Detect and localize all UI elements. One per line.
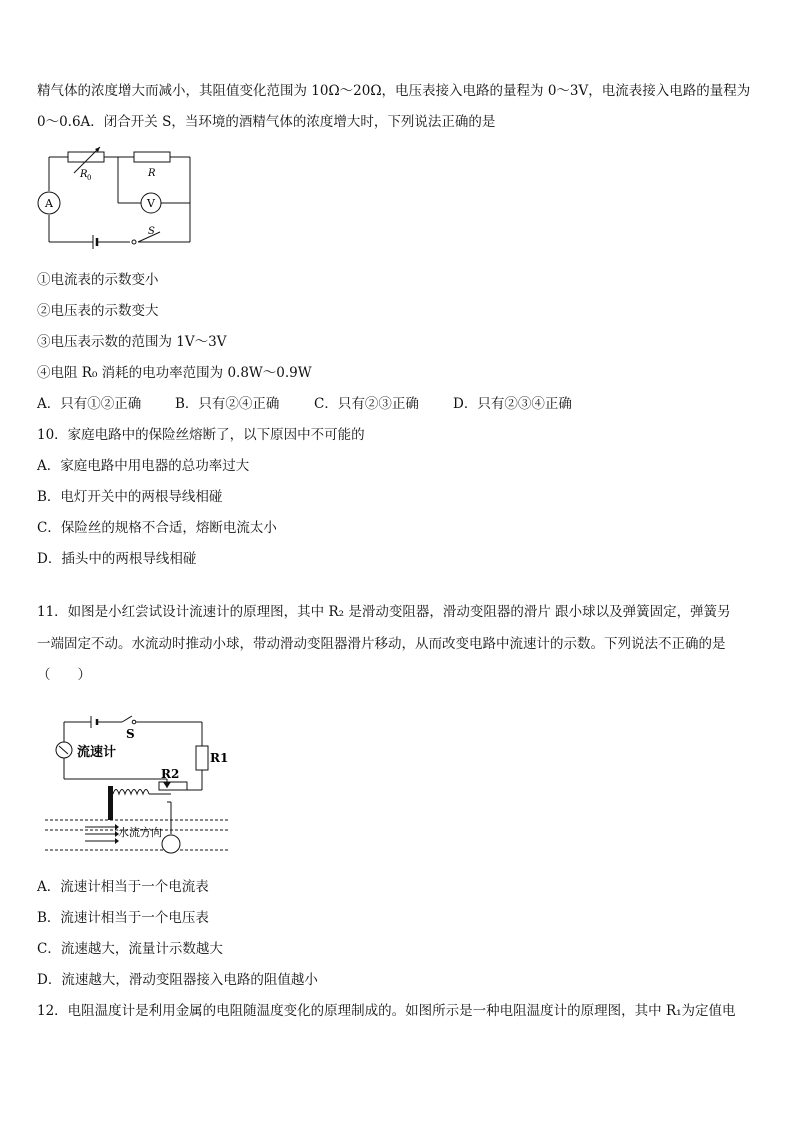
q10-stem: 10．家庭电路中的保险丝熔断了，以下原因中不可能的: [37, 427, 365, 443]
r-label: R: [148, 168, 156, 179]
q9-option-d[interactable]: D．只有②③④正确: [453, 396, 572, 412]
q9-intro-line1: 精气体的浓度增大而减小，其阻值变化范围为 10Ω～20Ω，电压表接入电路的量程为 0～3V，电流表接入电路的量程为: [37, 83, 751, 99]
q10-option-d[interactable]: D．插头中的两根导线相碰: [37, 551, 197, 567]
r0-subscript: 0: [87, 174, 92, 182]
q9-statement-3: ③电压表示数的范围为 1V～3V: [37, 334, 227, 350]
r0-label: R: [80, 169, 88, 180]
q10-option-c[interactable]: C．保险丝的规格不合适，熔断电流太小: [37, 520, 277, 536]
q11-stem-line2: 一端固定不动。水流动时推动小球，带动滑动变阻器滑片移动，从而改变电路中流速计的示数。下列说法不正确的是: [37, 636, 726, 652]
q9-statement-4: ④电阻 R₀ 消耗的电功率范围为 0.8W～0.9W: [37, 365, 312, 381]
voltmeter-symbol: [141, 193, 161, 213]
q11-stem-line1: 11．如图是小红尝试设计流速计的原理图，其中 R₂ 是滑动变阻器，滑动变阻器的滑片 跟小球以及弹簧固定，弹簧另: [37, 604, 731, 620]
ammeter-label: A: [45, 197, 53, 210]
q9-option-a[interactable]: A．只有①②正确: [37, 396, 142, 412]
q9-statement-1: ①电流表的示数变小: [37, 272, 159, 288]
r2-label: R2: [161, 767, 180, 781]
q11-option-c[interactable]: C．流速越大，流量计示数越大: [37, 941, 223, 957]
q9-circuit-diagram: [30, 145, 200, 255]
r1-label: R1: [210, 751, 229, 765]
q11-flowmeter-diagram: [40, 712, 240, 862]
q9-statement-2: ②电压表的示数变大: [37, 303, 159, 319]
switch-label: S: [148, 226, 155, 237]
q10-option-b[interactable]: B．电灯开关中的两根导线相碰: [37, 489, 223, 505]
flowmeter-label: 流速计: [77, 745, 117, 760]
q9-intro-line2: 0～0.6A．闭合开关 S，当环境的酒精气体的浓度增大时，下列说法正确的是: [37, 114, 496, 130]
q12-stem: 12．电阻温度计是利用金属的电阻随温度变化的原理制成的。如图所示是一种电阻温度计的原理图，其中 R₁为定值电: [37, 1003, 736, 1019]
q9-option-c[interactable]: C．只有②③正确: [314, 396, 419, 412]
q11-option-a[interactable]: A．流速计相当于一个电流表: [37, 879, 209, 895]
q11-option-d[interactable]: D．流速越大，滑动变阻器接入电路的阻值越小: [37, 972, 318, 988]
flowmeter-symbol: [56, 742, 72, 758]
q10-option-a[interactable]: A．家庭电路中用电器的总功率过大: [37, 458, 250, 474]
flow-direction-label: 水流方向: [118, 826, 162, 839]
q9-options: [37, 394, 572, 414]
switch-s-label: S: [126, 727, 135, 741]
q11-option-b[interactable]: B．流速计相当于一个电压表: [37, 910, 209, 926]
voltmeter-label: V: [147, 197, 155, 210]
q11-stem-line3: （ ）: [37, 667, 91, 683]
ammeter-symbol: [38, 192, 60, 214]
q9-option-b[interactable]: B．只有②④正确: [175, 396, 280, 412]
